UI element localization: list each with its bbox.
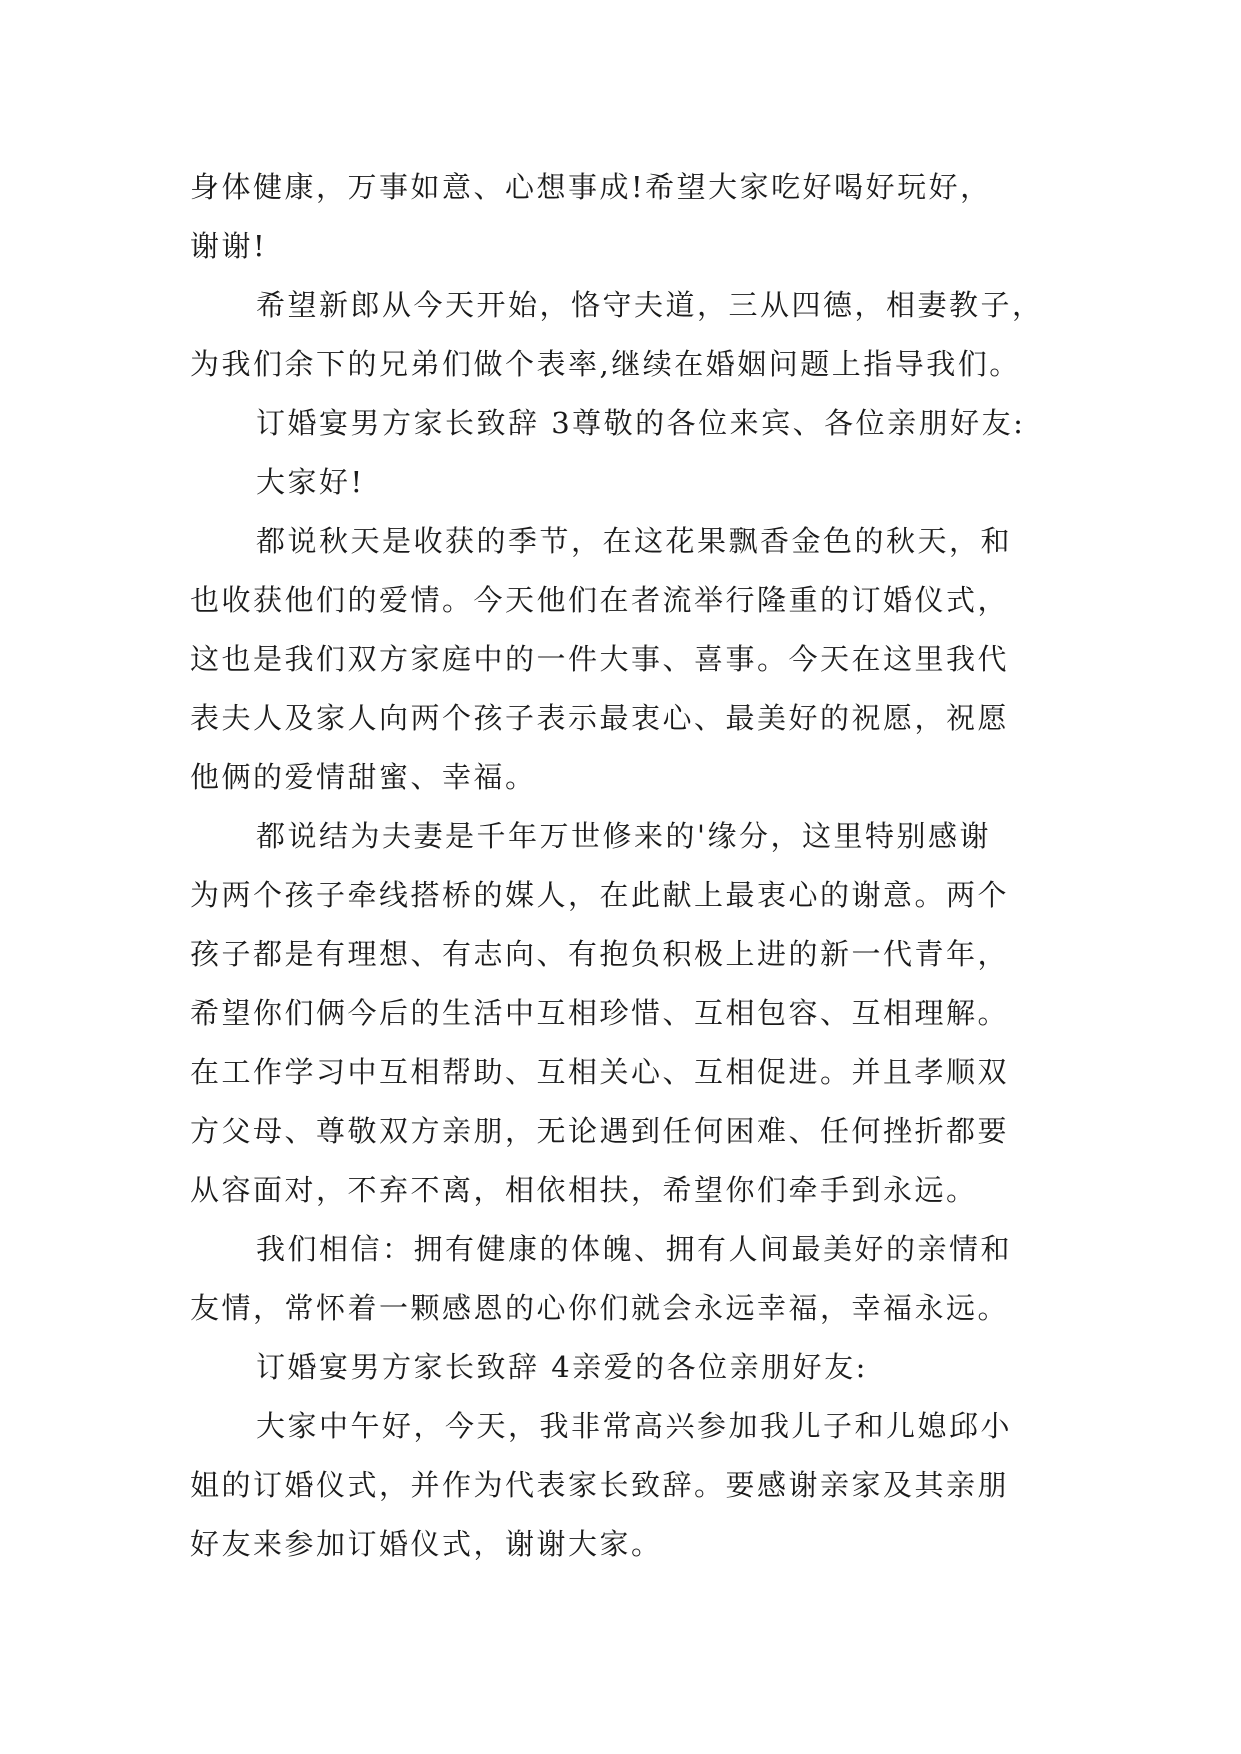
- text-line: 表夫人及家人向两个孩子表示最衷心、最美好的祝愿，祝愿: [190, 701, 1010, 735]
- paragraph: [190, 1338, 1060, 1397]
- paragraph: [190, 453, 1060, 512]
- text-line: 姐的订婚仪式，并作为代表家长致辞。要感谢亲家及其亲朋: [190, 1468, 1010, 1502]
- text-line: 希望你们俩今后的生活中互相珍惜、互相包容、互相理解。: [190, 996, 1010, 1030]
- text-line: 都说秋天是收获的季节，在这花果飘香金色的秋天，和: [256, 524, 1013, 558]
- text-line: 孩子都是有理想、有志向、有抱负积极上进的新一代青年，: [190, 937, 1010, 971]
- paragraph: [190, 512, 1060, 807]
- text-line: 他俩的爱情甜蜜、幸福。: [190, 760, 537, 794]
- text-line: 谢谢!: [190, 229, 268, 263]
- paragraph: [190, 158, 1060, 276]
- text-line: 好友来参加订婚仪式，谢谢大家。: [190, 1527, 663, 1561]
- text-line: 也收获他们的爱情。今天他们在者流举行隆重的订婚仪式，: [190, 583, 1010, 617]
- text-line: 大家中午好，今天，我非常高兴参加我儿子和儿媳邱小: [256, 1409, 1013, 1443]
- text-line: 为我们余下的兄弟们做个表率,继续在婚姻问题上指导我们。: [190, 347, 1021, 381]
- text-line: 在工作学习中互相帮助、互相关心、互相促进。并且孝顺双: [190, 1055, 1010, 1089]
- text-line: 都说结为夫妻是千年万世修来的'缘分，这里特别感谢: [256, 819, 991, 853]
- text-line: 订婚宴男方家长致辞 3尊敬的各位来宾、各位亲朋好友:: [256, 406, 1026, 440]
- text-line: 从容面对，不弃不离，相依相扶，希望你们牵手到永远。: [190, 1173, 978, 1207]
- text-line: 方父母、尊敬双方亲朋，无论遇到任何困难、任何挫折都要: [190, 1114, 1010, 1148]
- text-line: 友情，常怀着一颗感恩的心你们就会永远幸福，幸福永远。: [190, 1291, 1010, 1325]
- document-body: [190, 158, 1060, 1574]
- text-line: 大家好!: [256, 465, 365, 499]
- paragraph: [190, 1220, 1060, 1338]
- text-line: 订婚宴男方家长致辞 4亲爱的各位亲朋好友:: [256, 1350, 868, 1384]
- text-line: 这也是我们双方家庭中的一件大事、喜事。今天在这里我代: [190, 642, 1010, 676]
- paragraph: [190, 807, 1060, 1220]
- text-line: 我们相信：拥有健康的体魄、拥有人间最美好的亲情和: [256, 1232, 1013, 1266]
- text-line: 为两个孩子牵线搭桥的媒人，在此献上最衷心的谢意。两个: [190, 878, 1010, 912]
- paragraph: [190, 276, 1060, 394]
- text-line: 身体健康，万事如意、心想事成!希望大家吃好喝好玩好，: [190, 170, 992, 204]
- text-line: 希望新郎从今天开始，恪守夫道，三从四德，相妻教子，: [256, 288, 1044, 322]
- paragraph: [190, 394, 1060, 453]
- paragraph: [190, 1397, 1060, 1574]
